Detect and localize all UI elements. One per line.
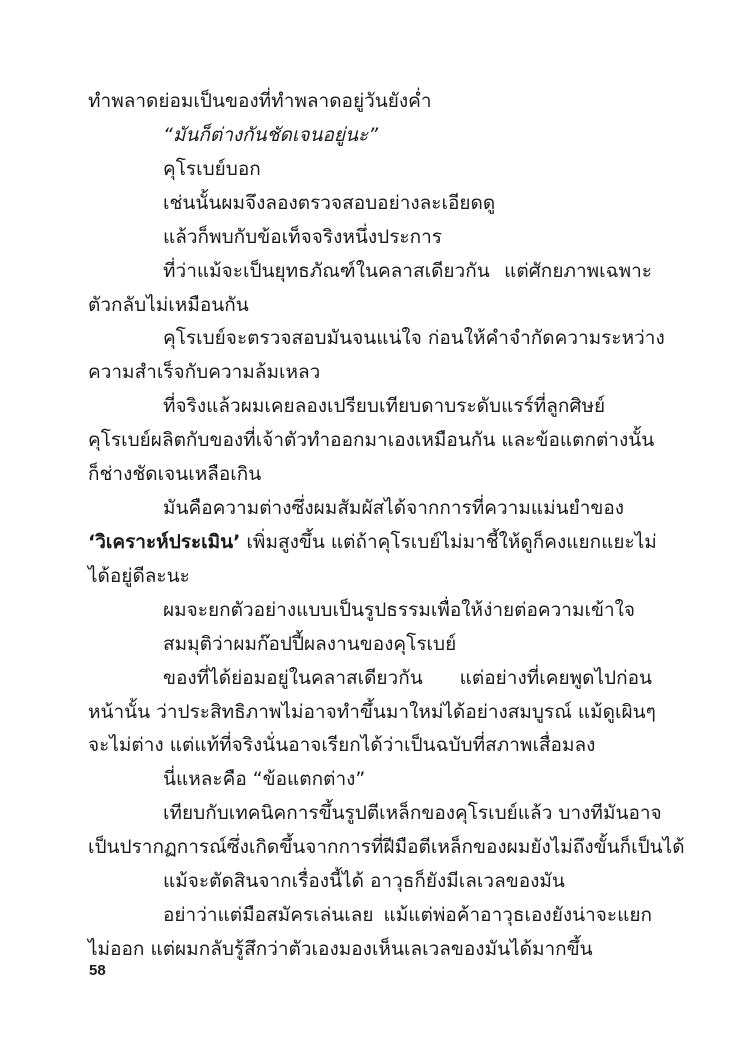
text-line: ก็ช่างชัดเจนเหลือเกิน [88,463,262,485]
text-line [88,528,657,556]
text-line: แม้จะตัดสินจากเรื่องนี้ได้ อาวุธก็ยังมีเลเวลของมัน [163,870,565,892]
emphasized-term: ‘วิเคราะห์ประเมิน’ [88,531,241,553]
text-line: “มันก็ต่างกันชัดเจนอยู่นะ” [163,124,379,146]
text-line: คุโรเบย์บอก [163,158,261,180]
text-line: สมมุติว่าผมก๊อปปี้ผลงานของคุโรเบย์ [163,633,457,655]
text-line: ตัวกลับไม่เหมือนกัน [88,294,249,316]
text-line: แล้วก็พบกับข้อเท็จจริงหนึ่งประการ [163,226,443,248]
text-line: เป็นปรากฏการณ์ซึ่งเกิดขึ้นจากการที่ฝีมือตีเหล็กของผมยังไม่ถึงขั้นก็เป็นได้ [88,836,685,858]
text-line: เช่นนั้นผมจึงลองตรวจสอบอย่างละเอียดดู [163,192,496,214]
text-line: ผมจะยกตัวอย่างแบบเป็นรูปธรรมเพื่อให้ง่ายต่อความเข้าใจ [163,599,636,621]
text-line: เทียบกับเทคนิคการขึ้นรูปตีเหล็กของคุโรเบย์แล้ว บางทีมันอาจ [163,802,662,824]
text-line: จะไม่ต่าง แต่แท้ที่จริงนั่นอาจเรียกได้ว่าเป็นฉบับที่สภาพเสื่อมลง [88,734,596,756]
text-line: ของที่ได้ย่อมอยู่ในคลาสเดียวกัน แต่อย่างที่เคยพูดไปก่อน [163,667,652,689]
text-line: ทำพลาดย่อมเป็นของที่ทำพลาดอยู่วันยังค่ำ [88,90,432,112]
text-line: ที่ว่าแม้จะเป็นยุทธภัณฑ์ในคลาสเดียวกัน แต่ศักยภาพเฉพาะ [163,260,652,282]
text-line: ได้อยู่ดีละนะ [88,565,190,587]
text-line: ที่จริงแล้วผมเคยลองเปรียบเทียบดาบระดับแรร์ที่ลูกศิษย์ [163,395,606,417]
text-line: คุโรเบย์ผลิตกับของที่เจ้าตัวทำออกมาเองเหมือนกัน และข้อแตกต่างนั้น [88,429,655,451]
text-run: เพิ่มสูงขึ้น แต่ถ้าคุโรเบย์ไม่มาชี้ให้ดูก็คงแยกแยะไม่ [240,531,657,553]
text-line: อย่าว่าแต่มือสมัครเล่นเลย แม้แต่พ่อค้าอาวุธเองยังน่าจะแยก [163,904,652,926]
text-line: คุโรเบย์จะตรวจสอบมันจนแน่ใจ ก่อนให้คำจำกัดความระหว่าง [163,327,665,349]
page-number: 58 [89,962,106,979]
text-line: ไม่ออก แต่ผมกลับรู้สึกว่าตัวเองมองเห็นเลเวลของมันได้มากขึ้น [88,938,593,960]
text-line: นี่แหละคือ “ข้อแตกต่าง” [163,768,366,790]
text-line: ความสำเร็จกับความล้มเหลว [88,361,321,383]
text-line: หน้านั้น ว่าประสิทธิภาพไม่อาจทำขึ้นมาใหม่ได้อย่างสมบูรณ์ แม้ดูเผินๆ [88,701,656,723]
text-line: มันคือความต่างซึ่งผมสัมผัสได้จากการที่ความแม่นยำของ [163,497,625,519]
